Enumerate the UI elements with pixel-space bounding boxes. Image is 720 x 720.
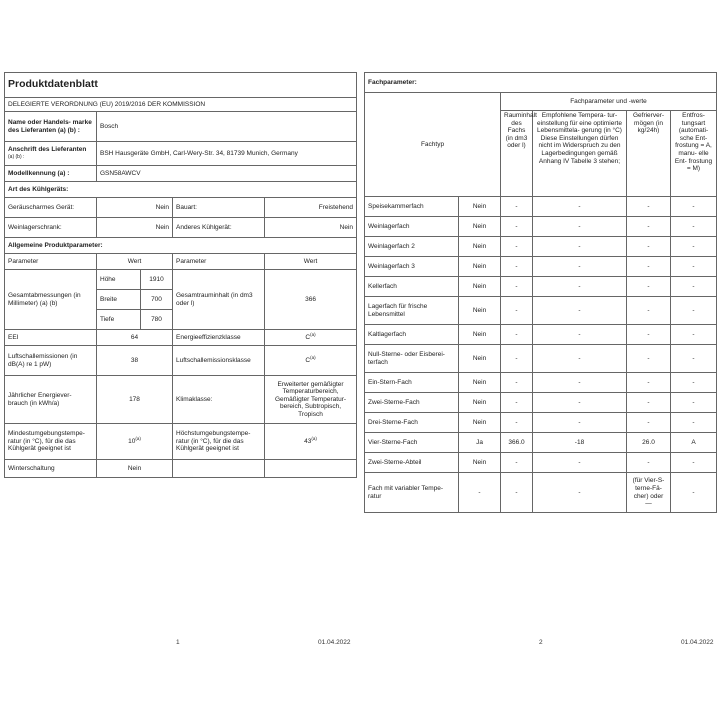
compartment-volume: - <box>501 237 533 257</box>
compartment-name: Speisekammerfach <box>365 197 459 217</box>
table-row <box>365 277 717 297</box>
compartment-present: Nein <box>459 257 501 277</box>
compartment-temp: - <box>533 297 627 325</box>
compartment-name: Zwei-Sterne-Fach <box>365 393 459 413</box>
climate-class-label: Klimaklasse: <box>173 376 265 424</box>
table-row <box>365 325 717 345</box>
compartment-present: Nein <box>459 197 501 217</box>
compartment-freeze: - <box>627 197 671 217</box>
compartment-freeze: - <box>627 325 671 345</box>
dimensions-label: Gesamtabmessungen (in Millimeter) (a) (b) <box>5 270 97 330</box>
noise-value: 38 <box>97 346 173 376</box>
compartment-name: Kellerfach <box>365 277 459 297</box>
product-datasheet-table <box>4 72 357 478</box>
compartment-name: Zwei-Sterne-Abteil <box>365 453 459 473</box>
regulation-text: DELEGIERTE VERORDNUNG (EU) 2019/2016 DER KOMMISSION <box>5 98 357 112</box>
dim-label-height: Höhe <box>97 270 141 290</box>
dim-value-depth: 780 <box>141 310 173 330</box>
type-label: Anderes Kühlgerät: <box>173 218 265 238</box>
table-row <box>365 217 717 237</box>
compartment-temp: - <box>533 413 627 433</box>
min-temp-note: (a) <box>135 435 141 441</box>
compartment-freeze: - <box>627 413 671 433</box>
compartment-temp: - <box>533 373 627 393</box>
table-row <box>365 297 717 325</box>
winter-switch-value: Nein <box>97 460 173 478</box>
compartment-temp: - <box>533 237 627 257</box>
compartment-defrost: - <box>671 197 717 217</box>
compartment-defrost: - <box>671 297 717 325</box>
empty-cell <box>173 460 265 478</box>
col-header-parameter: Parameter <box>5 254 97 270</box>
min-temp-label: Mindestumgebungstempe- ratur (in °C), für die das Kühlgerät geeignet ist <box>5 424 97 460</box>
compartment-volume: - <box>501 473 533 513</box>
max-temp-note: (a) <box>311 435 317 441</box>
supplier-name-value: Bosch <box>97 112 357 142</box>
compartment-temp: - <box>533 473 627 513</box>
compartment-name: Lagerfach für frische Lebensmittel <box>365 297 459 325</box>
page-date-2: 01.04.2022 <box>681 639 714 646</box>
supplier-address-note: (a) (b) : <box>8 153 25 160</box>
compartment-defrost: - <box>671 373 717 393</box>
compartment-name: Weinlagerfach 2 <box>365 237 459 257</box>
compartment-freeze: 26.0 <box>627 433 671 453</box>
compartment-name: Ein-Stern-Fach <box>365 373 459 393</box>
compartment-name: Null-Sterne- oder Eisberei- terfach <box>365 345 459 373</box>
compartment-freeze: (für Vier-S- terne-Fä- cher) oder — <box>627 473 671 513</box>
table-row <box>365 433 717 453</box>
compartment-name: Fach mit variabler Tempe- ratur <box>365 473 459 513</box>
compartment-defrost: - <box>671 277 717 297</box>
page-date-1: 01.04.2022 <box>318 639 351 646</box>
type-row <box>5 218 357 238</box>
compartment-freeze: - <box>627 373 671 393</box>
compartment-defrost: - <box>671 345 717 373</box>
compartment-present: - <box>459 473 501 513</box>
eei-value: 64 <box>97 330 173 346</box>
model-label: Modellkennung (a) : <box>5 166 97 182</box>
winter-switch-label: Winterschaltung <box>5 460 97 478</box>
group-header-params: Fachparameter und -werte <box>501 93 717 111</box>
compartment-present: Nein <box>459 325 501 345</box>
compartment-defrost: - <box>671 453 717 473</box>
compartment-volume: - <box>501 453 533 473</box>
noise-class-label: Luftschallemissionsklasse <box>173 346 265 376</box>
compartment-name: Weinlagerfach <box>365 217 459 237</box>
general-params-section: Allgemeine Produktparameter: <box>5 238 357 254</box>
compartment-temp: - <box>533 217 627 237</box>
supplier-name-label: Name oder Handels- marke des Lieferanten (a) (b) : <box>5 112 97 142</box>
annual-energy-value: 178 <box>97 376 173 424</box>
table-row <box>365 237 717 257</box>
energy-class-cell <box>265 330 357 346</box>
compartment-volume: - <box>501 257 533 277</box>
eei-label: EEI <box>5 330 97 346</box>
compartment-temp: -18 <box>533 433 627 453</box>
datasheet-page-2 <box>364 72 716 513</box>
compartment-name: Drei-Sterne-Fach <box>365 413 459 433</box>
dim-label-depth: Tiefe <box>97 310 141 330</box>
table-row <box>365 473 717 513</box>
dim-label-width: Breite <box>97 290 141 310</box>
noise-label: Luftschallemissionen (in dB(A) re 1 pW) <box>5 346 97 376</box>
col-header-parameter: Parameter <box>173 254 265 270</box>
max-temp-label: Höchstumgebungstempe- ratur (in °C), für die das Kühlgerät geeignet ist <box>173 424 265 460</box>
compartment-name: Vier-Sterne-Fach <box>365 433 459 453</box>
compartment-present: Nein <box>459 393 501 413</box>
type-label: Bauart: <box>173 198 265 218</box>
table-row <box>365 345 717 373</box>
compartment-freeze: - <box>627 297 671 325</box>
min-temp-cell <box>97 424 173 460</box>
compartment-present: Nein <box>459 373 501 393</box>
page-number-2: 2 <box>539 639 543 646</box>
compartment-defrost: A <box>671 433 717 453</box>
compartment-defrost: - <box>671 237 717 257</box>
page-title: Produktdatenblatt <box>5 73 357 98</box>
energy-class-note: (a) <box>310 331 316 337</box>
compartment-freeze: - <box>627 393 671 413</box>
climate-class-value: Erweiterter gemäßigter Temperaturbereich, Gemäßigter Temperatur- bereich, Subtropisch, Tropisch <box>265 376 357 424</box>
compartment-present: Nein <box>459 453 501 473</box>
compartment-volume: - <box>501 297 533 325</box>
compartment-section-title: Fachparameter: <box>365 73 717 93</box>
compartment-defrost: - <box>671 393 717 413</box>
compartment-volume: - <box>501 325 533 345</box>
type-label: Geräuscharmes Gerät: <box>5 198 97 218</box>
compartment-name: Kaltlagerfach <box>365 325 459 345</box>
supplier-address-label: Anschrift des Lieferanten <box>8 145 87 153</box>
type-value: Nein <box>265 218 357 238</box>
compartment-volume: - <box>501 413 533 433</box>
compartment-volume: - <box>501 373 533 393</box>
page-number-1: 1 <box>176 639 180 646</box>
compartment-name: Weinlagerfach 3 <box>365 257 459 277</box>
energy-class-label: Energieeffizienzklasse <box>173 330 265 346</box>
table-row <box>365 197 717 217</box>
supplier-address-value: BSH Hausgeräte GmbH, Carl-Wery-Str. 34, 81739 Munich, Germany <box>97 142 357 166</box>
compartment-present: Nein <box>459 297 501 325</box>
model-value: GSN58AWCV <box>97 166 357 182</box>
compartment-defrost: - <box>671 473 717 513</box>
volume-label: Gesamtrauminhalt (in dm3 oder l) <box>173 270 265 330</box>
compartment-freeze: - <box>627 453 671 473</box>
compartment-temp: - <box>533 257 627 277</box>
dim-value-width: 700 <box>141 290 173 310</box>
col-header-value: Wert <box>265 254 357 270</box>
compartment-freeze: - <box>627 277 671 297</box>
type-value: Freistehend <box>265 198 357 218</box>
type-value: Nein <box>97 198 173 218</box>
appliance-type-section: Art des Kühlgeräts: <box>5 182 357 198</box>
compartment-volume: - <box>501 345 533 373</box>
compartment-volume: - <box>501 277 533 297</box>
type-label: Weinlagerschrank: <box>5 218 97 238</box>
max-temp-cell <box>265 424 357 460</box>
table-row <box>365 413 717 433</box>
compartment-defrost: - <box>671 217 717 237</box>
volume-value: 366 <box>265 270 357 330</box>
noise-class-cell <box>265 346 357 376</box>
dim-value-height: 1910 <box>141 270 173 290</box>
annual-energy-label: Jährlicher Energiever- brauch (in kWh/a) <box>5 376 97 424</box>
compartment-temp: - <box>533 325 627 345</box>
table-row <box>365 393 717 413</box>
type-row <box>5 198 357 218</box>
compartment-freeze: - <box>627 217 671 237</box>
noise-class-note: (a) <box>310 354 316 360</box>
col-header-freezing: Gefrierver- mögen (in kg/24h) <box>627 111 671 197</box>
compartment-temp: - <box>533 453 627 473</box>
compartment-params-table <box>364 72 717 513</box>
col-header-compartment-type: Fachtyp <box>365 93 501 197</box>
compartment-temp: - <box>533 197 627 217</box>
min-temp-value: 10 <box>128 437 136 445</box>
compartment-volume: - <box>501 217 533 237</box>
empty-cell <box>265 460 357 478</box>
type-value: Nein <box>97 218 173 238</box>
compartment-present: Ja <box>459 433 501 453</box>
datasheet-page-1 <box>4 72 356 478</box>
compartment-defrost: - <box>671 413 717 433</box>
compartment-defrost: - <box>671 325 717 345</box>
energy-class-value: C <box>305 333 311 341</box>
compartment-temp: - <box>533 393 627 413</box>
supplier-address-label-cell <box>5 142 97 166</box>
noise-class-value: C <box>305 356 311 364</box>
compartment-freeze: - <box>627 345 671 373</box>
col-header-defrost: Entfros- tungsart (automati- sche Ent- frostung = A, manu- elle Ent- frostung = M) <box>671 111 717 197</box>
compartment-temp: - <box>533 345 627 373</box>
col-header-temperature: Empfohlene Tempera- tur-einstellung für eine optimierte Lebensmittela- gerung (in °C) Diese Einstellungen dürfen nicht im Widerspruch zu den Lagerbedingungen gemäß Anhang IV Tabelle 3 stehen; <box>533 111 627 197</box>
compartment-present: Nein <box>459 277 501 297</box>
compartment-freeze: - <box>627 257 671 277</box>
compartment-volume: - <box>501 393 533 413</box>
col-header-volume: Rauminhalt des Fachs (in dm3 oder l) <box>501 111 533 197</box>
compartment-present: Nein <box>459 345 501 373</box>
table-row <box>365 373 717 393</box>
compartment-volume: 366.0 <box>501 433 533 453</box>
compartment-present: Nein <box>459 237 501 257</box>
col-header-value: Wert <box>97 254 173 270</box>
compartment-volume: - <box>501 197 533 217</box>
compartment-defrost: - <box>671 257 717 277</box>
compartment-temp: - <box>533 277 627 297</box>
table-row <box>365 257 717 277</box>
compartment-present: Nein <box>459 413 501 433</box>
compartment-present: Nein <box>459 217 501 237</box>
table-row <box>365 453 717 473</box>
compartment-freeze: - <box>627 237 671 257</box>
max-temp-value: 43 <box>304 437 312 445</box>
